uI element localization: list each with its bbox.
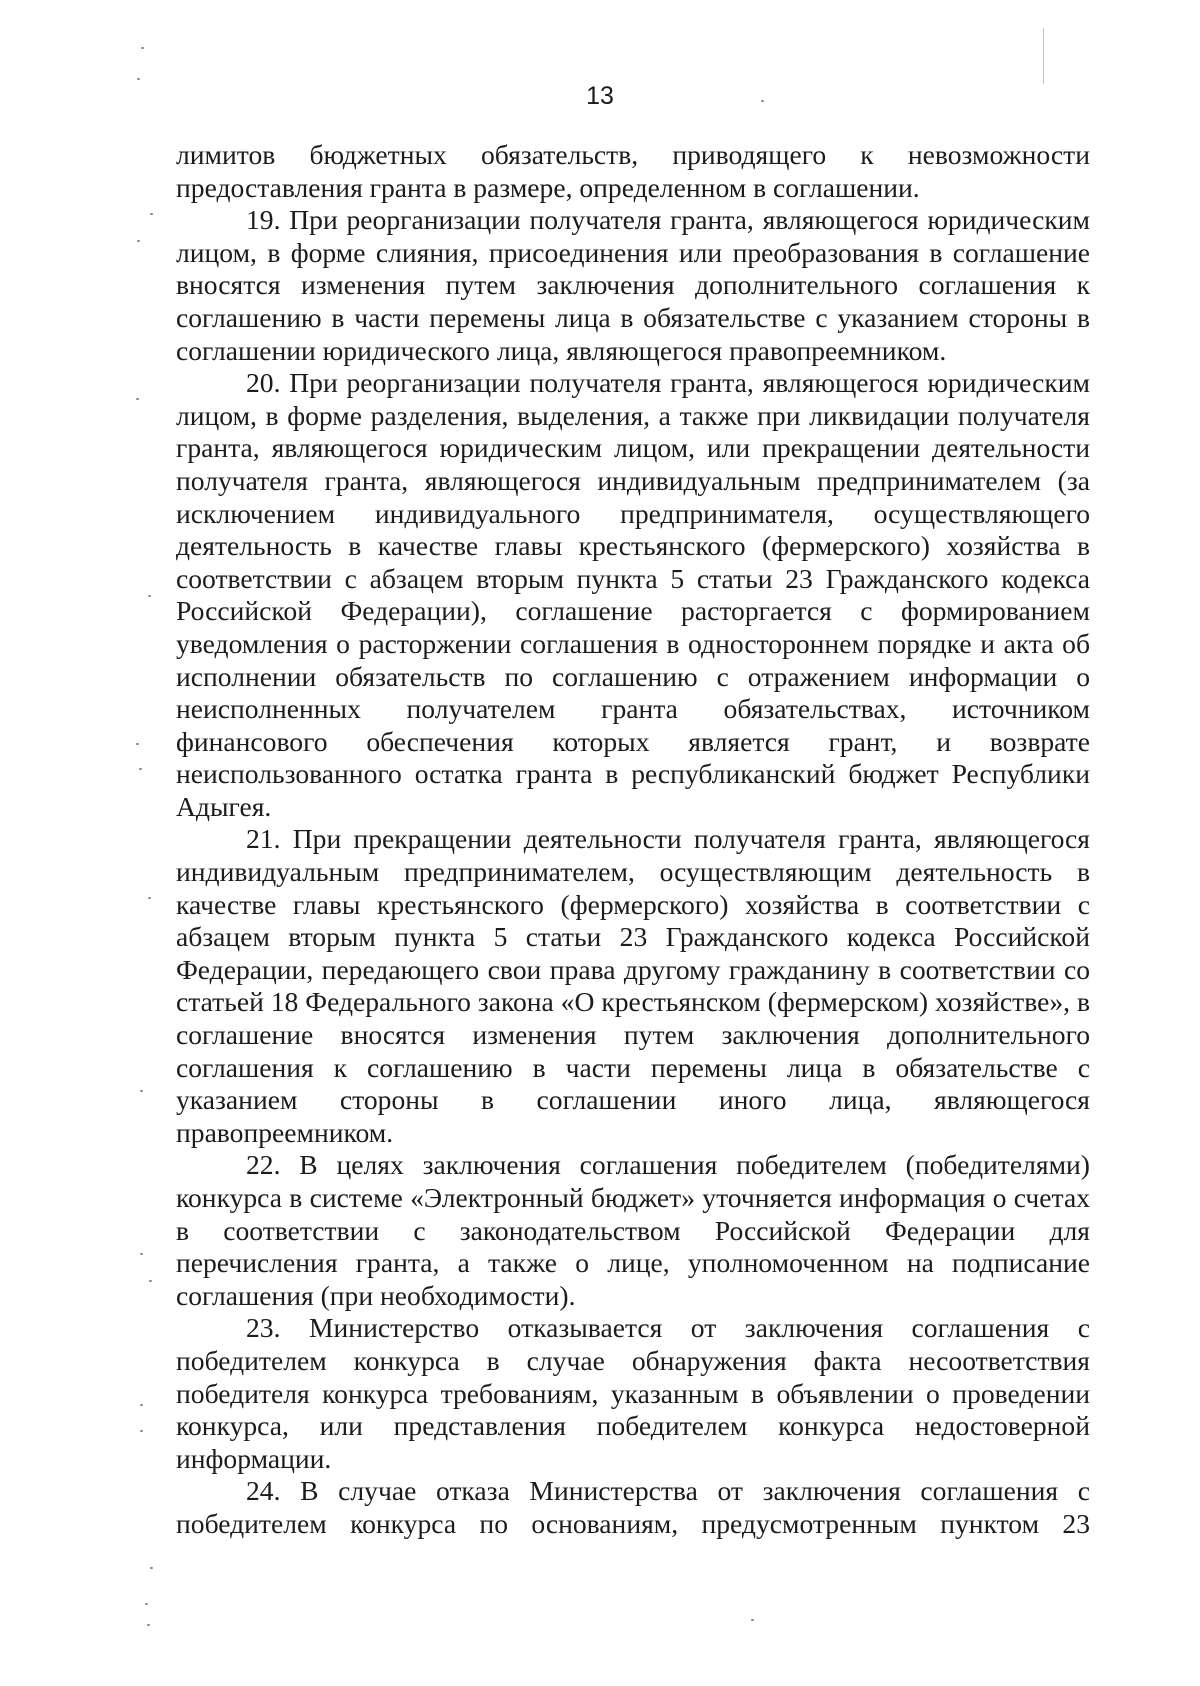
scan-speck xyxy=(149,1280,152,1282)
scan-speck xyxy=(137,240,140,242)
scan-speck xyxy=(139,768,142,770)
scan-speck xyxy=(140,1090,143,1092)
paragraph-clause-22: 22. В целях заключения соглашения победителем (победителями) конкурса в системе «Электронный бюджет» уточняется информация о счетах в соответствии с законодательством Российской Федерации для перечисления гранта, а также о лице, уполномоченном на подписание соглашения (при необходимости). xyxy=(176,1149,1090,1311)
scan-speck xyxy=(141,47,144,49)
page-number: 13 xyxy=(586,82,614,110)
scan-speck xyxy=(140,1404,143,1406)
scan-edge-line xyxy=(1043,28,1044,84)
scan-speck xyxy=(140,1430,143,1432)
scan-speck xyxy=(140,1253,143,1255)
paragraph-clause-19: 19. При реорганизации получателя гранта, являющегося юридическим лицом, в форме слияния, присоединения или преобразования в соглашение вносятся изменения путем заключения дополнительного соглашения к соглашению в части перемены лица в обязательстве с указанием стороны в соглашении юридического лица, являющегося правопреемником. xyxy=(176,204,1090,366)
scan-speck xyxy=(751,1619,754,1621)
scan-speck xyxy=(148,595,151,597)
scan-speck xyxy=(150,1567,153,1569)
paragraph-clause-23: 23. Министерство отказывается от заключения соглашения с победителем конкурса в случае обнаружения факта несоответствия победителя конкурса требованиям, указанным в объявлении о проведении конкурса, или представления победителем конкурса недостоверной информации. xyxy=(176,1312,1090,1474)
scan-speck xyxy=(150,213,153,215)
scan-speck xyxy=(147,1624,150,1626)
scan-speck xyxy=(145,1603,148,1605)
paragraph-continuation: лимитов бюджетных обязательств, приводящего к невозможности предоставления гранта в размере, определенном в соглашении. xyxy=(176,139,1090,203)
scan-speck xyxy=(136,743,139,745)
paragraph-clause-21: 21. При прекращении деятельности получателя гранта, являющегося индивидуальным предпринимателем, осуществляющим деятельность в качестве главы крестьянского (фермерского) хозяйства в соответствии с абзацем вторым пункта 5 статьи 23 Гражданского кодекса Российской Федерации, передающего свои права другому гражданину в соответствии со статьей 18 Федерального закона «О крестьянском (фермерском) хозяйстве», в соглашение вносятся изменения путем заключения дополнительного соглашения к соглашению в части перемены лица в обязательстве с указанием стороны в соглашении иного лица, являющегося правопреемником. xyxy=(176,823,1090,1148)
scan-speck xyxy=(148,897,151,899)
paragraph-clause-24: 24. В случае отказа Министерства от заключения соглашения с победителем конкурса по основаниям, предусмотренным пунктом 23 xyxy=(176,1475,1090,1539)
scan-speck xyxy=(136,398,139,400)
paragraph-clause-20: 20. При реорганизации получателя гранта, являющегося юридическим лицом, в форме разделения, выделения, а также при ликвидации получателя гранта, являющегося юридическим лицом, или прекращении деятельности получателя гранта, являющегося индивидуальным предпринимателем (за исключением индивидуального предпринимателя, осуществляющего деятельность в качестве главы крестьянского (фермерского) хозяйства в соответствии с абзацем вторым пункта 5 статьи 23 Гражданского кодекса Российской Федерации), соглашение расторгается с формированием уведомления о расторжении соглашения в одностороннем порядке и акта об исполнении обязательств по соглашению с отражением информации о неисполненных получателем гранта обязательствах, источником финансового обеспечения которых является грант, и возврате неиспользованного остатка гранта в республиканский бюджет Республики Адыгея. xyxy=(176,367,1090,822)
scan-speck xyxy=(137,78,140,80)
document-body xyxy=(176,139,1090,1541)
